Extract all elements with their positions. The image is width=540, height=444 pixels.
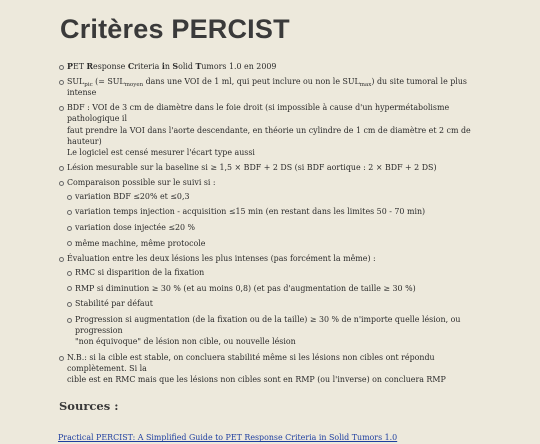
list-item-evaluation: Évaluation entre les deux lésions les plus intenses (pas forcément la même) : RMC si disparition de la fixation RMP si diminution ≥ 30 % (et au moins 0,8) (et pas d'augmentation de taille ≥ 30 %) Stabilité par défaut Progression si augmentation (de la fixation ou de la taille) ≥ 30 % de n'importe quelle lésion, ou progression "non équivoque" de lésion non cible, ou nouvelle lésion bbox=[58, 253, 482, 347]
sublist-item: variation BDF ≤20% et ≤0,3 bbox=[67, 191, 482, 202]
sublist-item: même machine, même protocole bbox=[67, 238, 482, 249]
list-item-measurable-lesion: Lésion mesurable sur la baseline si ≥ 1,5 × BDF + 2 DS (si BDF aortique : 2 × BDF + 2 DS) bbox=[58, 162, 482, 173]
sublist-item-rmp: RMP si diminution ≥ 30 % (et au moins 0,8) (et pas d'augmentation de taille ≥ 30 %) bbox=[67, 283, 482, 294]
sources-heading: Sources : bbox=[59, 399, 119, 414]
list-item-percist-acronym: PET Response Criteria in Solid Tumors 1.0 en 2009 bbox=[58, 61, 482, 72]
sublist-item: variation dose injectée ≤20 % bbox=[67, 222, 482, 233]
sublist-item-progression: Progression si augmentation (de la fixation ou de la taille) ≥ 30 % de n'importe quelle lésion, ou progression "non équivoque" de lésion non cible, ou nouvelle lésion bbox=[67, 314, 482, 348]
criteria-list bbox=[58, 61, 482, 385]
source-link[interactable]: Practical PERCIST: A Simplified Guide to PET Response Criteria in Solid Tumors 1.0 bbox=[58, 433, 398, 443]
list-item-nb: N.B.: si la cible est stable, on concluera stabilité même si les lésions non cibles ont répondu complètement. Si la cible est en RMC mais que les lésions non cibles sont en RMP (ou l'inverse) on concluera RMP bbox=[58, 352, 482, 386]
list-item-bdf: BDF : VOI de 3 cm de diamètre dans le foie droit (si impossible à cause d'un hypermétabolisme pathologique il faut prendre la VOI dans l'aorte descendante, en théorie un cylindre de 1 cm de diamètre et 2 cm de hauteur) Le logiciel est censé mesurer l'écart type aussi bbox=[58, 102, 482, 158]
sublist-item: variation temps injection - acquisition ≤15 min (en restant dans les limites 50 - 70 min) bbox=[67, 206, 482, 217]
page-title: Critères PERCIST bbox=[60, 14, 290, 44]
list-item-sulpic: $SUL_{pic}$ (= $SUL_{moyen}$ dans une VOI de 1 ml, qui peut inclure ou non le $SUL_{max}$) du site tumoral le plus intense bbox=[58, 76, 482, 98]
sublist-item-rmc: RMC si disparition de la fixation bbox=[67, 267, 482, 278]
list-item-comparison: Comparaison possible sur le suivi si : variation BDF ≤20% et ≤0,3 variation temps injection - acquisition ≤15 min (en restant dans les limites 50 - 70 min) variation dose injectée ≤20 % même machine, même protocole bbox=[58, 177, 482, 249]
comparison-sublist bbox=[67, 191, 482, 249]
evaluation-sublist bbox=[67, 267, 482, 347]
sublist-item-stability: Stabilité par défaut bbox=[67, 298, 482, 309]
